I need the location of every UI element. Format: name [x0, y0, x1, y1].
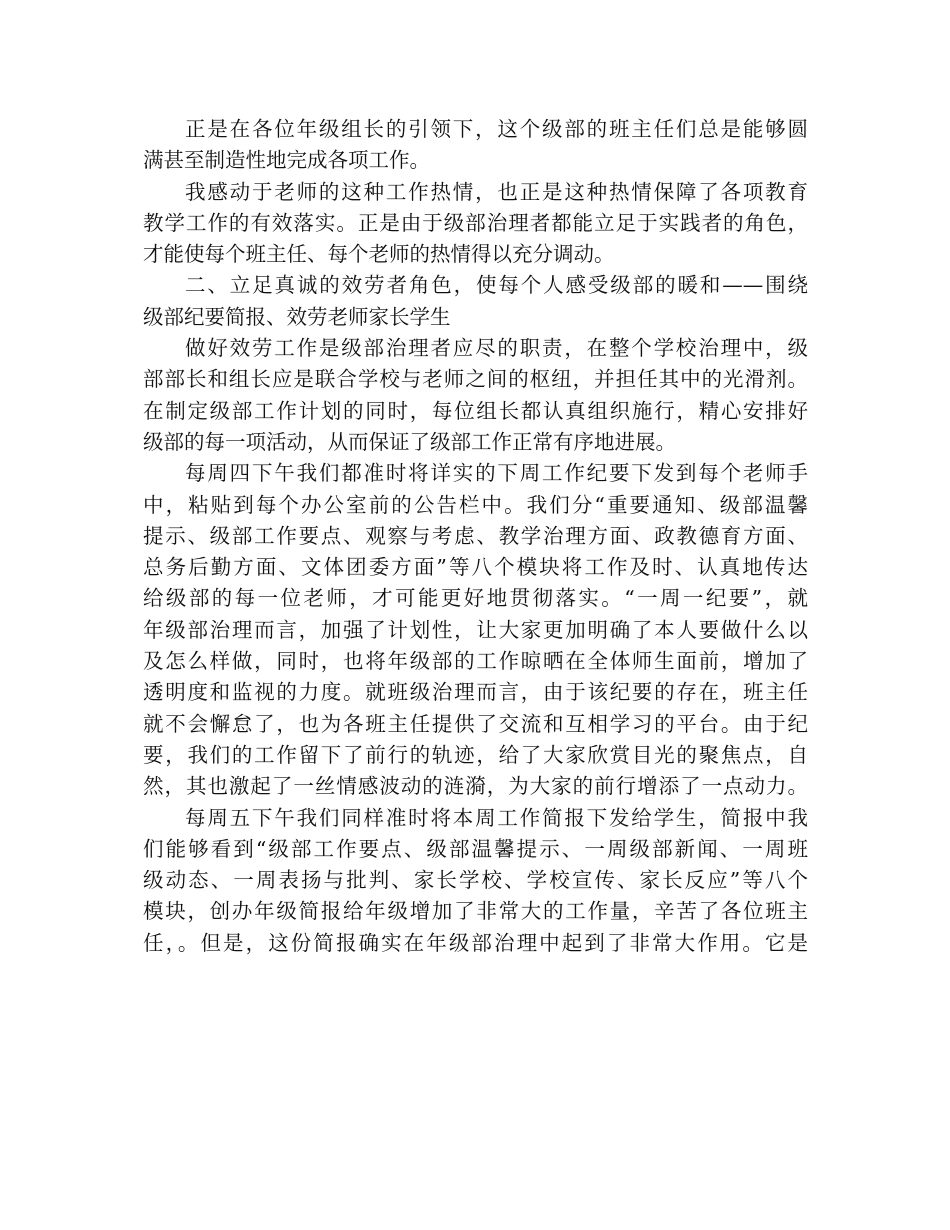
text-line: 中，粘贴到每个办公室前的公告栏中。我们分“重要通知、级部温馨: [143, 492, 808, 517]
text-line: 要，我们的工作留下了前行的轨迹，给了大家欣赏目光的聚焦点，自: [143, 742, 808, 767]
text-line: 教学工作的有效落实。正是由于级部治理者都能立足于实践者的角色，: [143, 210, 808, 235]
text-line: 每周五下午我们同样准时将本周工作简报下发给学生，简报中我: [185, 805, 808, 830]
text-line: 年级部治理而言，加强了计划性，让大家更加明确了本人要做什么以: [143, 617, 808, 642]
text-line: 提示、级部工作要点、观察与考虑、教学治理方面、政教德育方面、: [143, 523, 808, 548]
text-line: 就不会懈怠了，也为各班主任提供了交流和互相学习的平台。由于纪: [143, 711, 808, 736]
text-line: 部部长和组长应是联合学校与老师之间的枢纽，并担任其中的光滑剂。: [143, 367, 808, 392]
text-line: 满甚至制造性地完成各项工作。: [143, 148, 430, 173]
text-line: 才能使每个班主任、每个老师的热情得以充分调动。: [143, 242, 615, 267]
text-line: 级部的每一项活动，从而保证了级部工作正常有序地进展。: [143, 429, 676, 454]
section-heading-line: 二、立足真诚的效劳者角色，使每个人感受级部的暖和——围绕: [185, 273, 808, 298]
text-line: 级动态、一周表扬与批判、家长学校、学校宣传、家长反应”等八个: [143, 868, 808, 893]
text-line: 给级部的每一位老师，才可能更好地贯彻落实。“一周一纪要”，就: [143, 586, 808, 611]
text-line: 每周四下午我们都准时将详实的下周工作纪要下发到每个老师手: [185, 461, 808, 486]
text-line: 及怎么样做，同时，也将年级部的工作晾晒在全体师生面前，增加了: [143, 649, 808, 674]
text-line: 我感动于老师的这种工作热情，也正是这种热情保障了各项教育: [185, 179, 808, 204]
text-line: 然，其也激起了一丝情感波动的涟漪，为大家的前行增添了一点动力。: [143, 774, 808, 799]
text-line: 正是在各位年级组长的引领下，这个级部的班主任们总是能够圆: [185, 117, 808, 141]
text-line: 们能够看到“级部工作要点、级部温馨提示、一周级部新闻、一周班: [143, 836, 808, 861]
text-line: 模块，创办年级简报给年级增加了非常大的工作量，辛苦了各位班主: [143, 899, 808, 924]
text-line: 总务后勤方面、文体团委方面”等八个模块将工作及时、认真地传达: [143, 555, 808, 580]
text-line: 透明度和监视的力度。就班级治理而言，由于该纪要的存在，班主任: [143, 680, 808, 705]
text-line: 任，。但是，这份简报确实在年级部治理中起到了非常大作用。它是: [143, 930, 808, 955]
text-line: 在制定级部工作计划的同时，每位组长都认真组织施行，精心安排好: [143, 398, 808, 423]
section-heading-line: 级部纪要简报、效劳老师家长学生: [143, 304, 451, 329]
document-body: [143, 114, 808, 959]
text-line: 做好效劳工作是级部治理者应尽的职责，在整个学校治理中，级: [185, 336, 808, 361]
